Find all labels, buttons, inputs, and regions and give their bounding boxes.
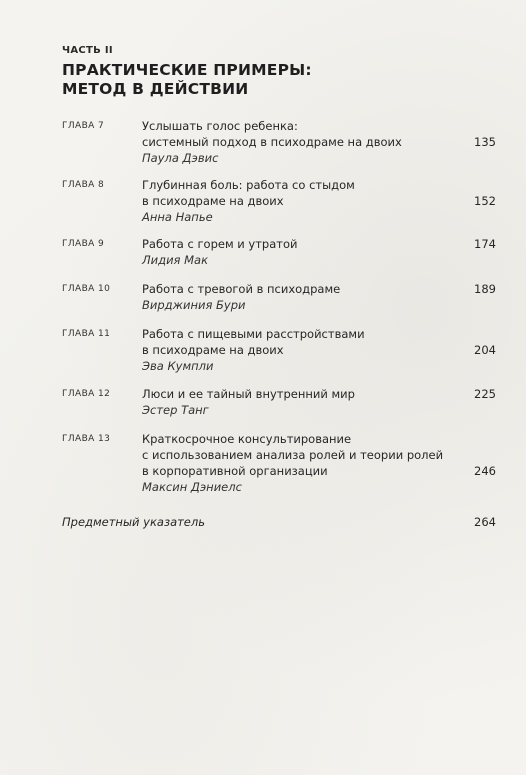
index-label: Предметный указатель xyxy=(62,515,206,529)
part-title xyxy=(62,61,482,99)
chapter-title-line: Люси и ее тайный внутренний мир xyxy=(142,387,355,401)
chapter-page-number: 246 xyxy=(474,464,496,478)
chapter-body xyxy=(142,386,452,418)
chapter-author: Паула Дэвис xyxy=(142,151,219,165)
chapter-body xyxy=(142,236,452,268)
chapter-page-number: 174 xyxy=(474,237,496,251)
chapter-author: Максин Дэниелс xyxy=(142,480,242,494)
chapter-author: Эва Кумпли xyxy=(142,359,214,373)
chapter-body xyxy=(142,281,452,313)
chapter-title-line: Работа с тревогой в психодраме xyxy=(142,282,341,296)
chapter-page-number: 225 xyxy=(474,387,496,401)
chapter-author: Вирджиния Бури xyxy=(142,298,246,312)
chapter-label: ГЛАВА 13 xyxy=(62,434,111,444)
chapter-label: ГЛАВА 11 xyxy=(62,329,111,339)
chapter-author: Анна Напье xyxy=(142,210,213,224)
chapter-body xyxy=(142,326,452,374)
part-title-line: МЕТОД В ДЕЙСТВИИ xyxy=(62,80,249,98)
index-page-number: 264 xyxy=(474,515,496,529)
chapter-label: ГЛАВА 7 xyxy=(62,121,105,131)
chapter-title-line: Работа с пищевыми расстройствами xyxy=(142,327,365,341)
chapter-title-line: Глубинная боль: работа со стыдом xyxy=(142,178,355,192)
chapter-page-number: 152 xyxy=(474,194,496,208)
chapter-title-line: в корпоративной организации xyxy=(142,464,328,478)
chapter-title-line: Краткосрочное консультирование xyxy=(142,432,352,446)
part-title-line: ПРАКТИЧЕСКИЕ ПРИМЕРЫ: xyxy=(62,61,312,79)
chapter-label: ГЛАВА 9 xyxy=(62,239,105,249)
chapter-label: ГЛАВА 12 xyxy=(62,389,111,399)
chapter-title-line: в психодраме на двоих xyxy=(142,194,284,208)
chapter-author: Эстер Танг xyxy=(142,403,209,417)
chapter-body xyxy=(142,431,452,495)
chapter-page-number: 189 xyxy=(474,282,496,296)
chapter-label: ГЛАВА 8 xyxy=(62,180,105,190)
chapter-title-line: Работа с горем и утратой xyxy=(142,237,298,251)
chapter-page-number: 135 xyxy=(474,135,496,149)
chapter-title-line: системный подход в психодраме на двоих xyxy=(142,135,402,149)
chapter-author: Лидия Мак xyxy=(142,253,209,267)
chapter-page-number: 204 xyxy=(474,343,496,357)
chapter-title-line: с использованием анализа ролей и теории ролей xyxy=(142,448,444,462)
chapter-title-line: в психодраме на двоих xyxy=(142,343,284,357)
chapter-body xyxy=(142,118,452,166)
chapter-title-line: Услышать голос ребенка: xyxy=(142,119,298,133)
chapter-label: ГЛАВА 10 xyxy=(62,284,111,294)
part-label: ЧАСТЬ II xyxy=(62,45,113,56)
chapter-body xyxy=(142,177,452,225)
